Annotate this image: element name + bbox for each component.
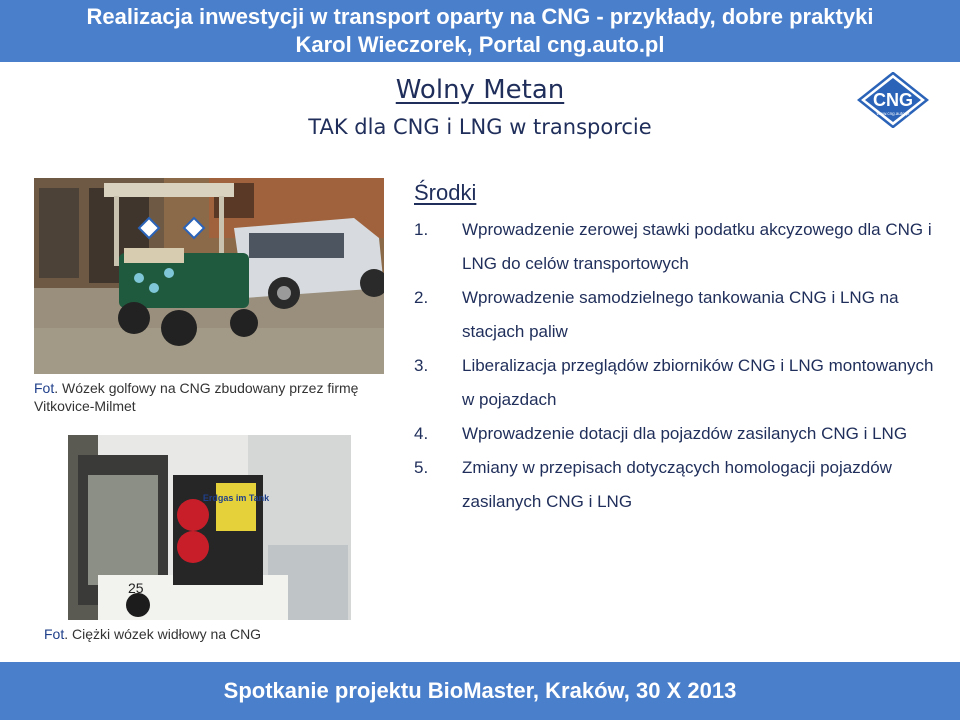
list-item <box>414 281 944 349</box>
list-item-text: Wprowadzenie dotacji dla pojazdów zasilanych CNG i LNG <box>462 424 908 443</box>
list-item <box>414 349 944 417</box>
slide-subtitle: TAK dla CNG i LNG w transporcie <box>308 115 652 139</box>
forklift-photo <box>68 435 351 620</box>
forklift-sign-text: Erdgas im Tank <box>202 493 270 503</box>
footer-band <box>0 662 960 720</box>
list-item-number: 5. <box>414 458 429 477</box>
list-item <box>414 417 944 451</box>
section-heading: Środki <box>414 180 477 205</box>
presenter-line: Karol Wieczorek, Portal cng.auto.pl <box>295 32 665 57</box>
caption-prefix: Fot <box>44 626 65 642</box>
logo-text: CNG <box>873 90 913 110</box>
cng-logo <box>857 72 929 128</box>
list-item-text: Wprowadzenie samodzielnego tankowania CNG i LNG na stacjach paliw <box>462 288 899 341</box>
forklift-caption <box>44 625 364 643</box>
list-item-text: Liberalizacja przeglądów zbiorników CNG i LNG montowanych w pojazdach <box>462 356 934 409</box>
caption-text: . Ciężki wózek widłowy na CNG <box>64 626 262 642</box>
measures-list <box>414 213 944 519</box>
golf-cart-photo <box>34 178 384 374</box>
presentation-title: Realizacja inwestycji w transport oparty na CNG - przykłady, dobre praktyki <box>86 4 874 29</box>
list-item-number: 3. <box>414 356 429 375</box>
golf-cart-caption <box>34 379 374 415</box>
list-item-number: 2. <box>414 288 429 307</box>
caption-text: . Wózek golfowy na CNG zbudowany przez firmę Vitkovice-Milmet <box>34 380 359 414</box>
caption-prefix: Fot <box>34 380 55 396</box>
list-item <box>414 213 944 281</box>
header-band <box>0 0 960 62</box>
list-item-number: 1. <box>414 220 429 239</box>
list-item <box>414 451 944 519</box>
slide-title: Wolny Metan <box>395 75 565 105</box>
logo-subtext: www.cng.auto.pl <box>876 111 910 116</box>
footer-text: Spotkanie projektu BioMaster, Kraków, 30 X 2013 <box>223 678 737 703</box>
list-item-number: 4. <box>414 424 429 443</box>
list-item-text: Zmiany w przepisach dotyczących homologacji pojazdów zasilanych CNG i LNG <box>462 458 892 511</box>
forklift-number: 25 <box>128 580 144 596</box>
list-item-text: Wprowadzenie zerowej stawki podatku akcyzowego dla CNG i LNG do celów transportowych <box>462 220 932 273</box>
